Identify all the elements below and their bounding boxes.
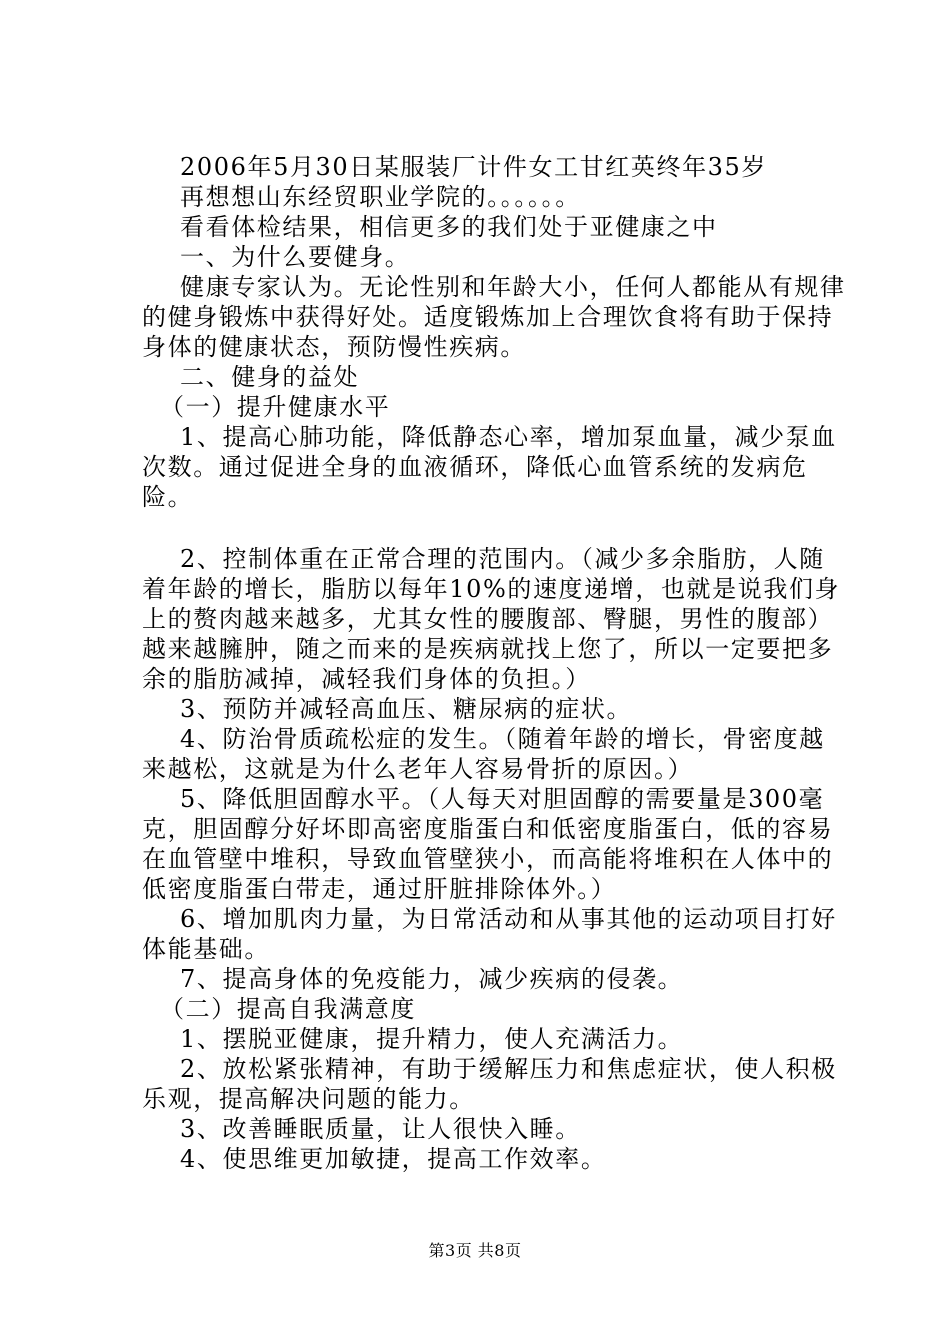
page-number-footer: 第3页 共8页 bbox=[428, 1241, 522, 1260]
list-item-thinking: 4、使思维更加敏捷，提高工作效率。 bbox=[180, 1145, 607, 1173]
subsection-heading-health-level: （一）提升健康水平 bbox=[160, 393, 391, 421]
section-heading-why-exercise: 一、为什么要健身。 bbox=[180, 243, 411, 271]
list-item-osteoporosis: 4、防治骨质疏松症的发生。（随着年龄的增长，骨密度越来越松，这就是为什么老年人容易骨折的原因。） bbox=[142, 725, 825, 783]
list-item-sleep: 3、改善睡眠质量，让人很快入睡。 bbox=[180, 1115, 581, 1143]
list-item-immunity: 7、提高身体的免疫能力，减少疾病的侵袭。 bbox=[180, 965, 684, 993]
list-item-cardio: 1、提高心肺功能，降低静态心率，增加泵血量，减少泵血次数。通过促进全身的血液循环，降低心血管系统的发病危险。 bbox=[142, 423, 837, 511]
list-item-stress: 2、放松紧张精神，有助于缓解压力和焦虑症状，使人积极乐观，提高解决问题的能力。 bbox=[142, 1055, 837, 1113]
list-item-weight: 2、控制体重在正常合理的范围内。（减少多余脂肪，人随着年龄的增长，脂肪以每年10%的速度递增，也就是说我们身上的赘肉越来越多，尤其女性的腰腹部、臀腿，男性的腹部）越来越臃肿，随之而来的是疾病就找上您了，所以一定要把多余的脂肪减掉，减轻我们身体的负担。） bbox=[142, 545, 841, 693]
paragraph-news-item: 2006年5月30日某服装厂计件女工甘红英终年35岁 bbox=[180, 153, 768, 181]
subsection-heading-satisfaction: （二）提高自我满意度 bbox=[160, 995, 416, 1023]
paragraph-expert-opinion: 健康专家认为。无论性别和年龄大小，任何人都能从有规律的健身锻炼中获得好处。适度锻炼加上合理饮食将有助于保持身体的健康状态，预防慢性疾病。 bbox=[142, 273, 846, 361]
paragraph-checkup: 看看体检结果，相信更多的我们处于亚健康之中 bbox=[180, 213, 718, 241]
list-item-energy: 1、摆脱亚健康，提升精力，使人充满活力。 bbox=[180, 1025, 684, 1053]
list-item-cholesterol: 5、降低胆固醇水平。（人每天对胆固醇的需要量是300毫克，胆固醇分好坏即高密度脂蛋白和低密度脂蛋白，低的容易在血管壁中堆积，导致血管壁狭小，而高能将堆积在人体中的低密度脂蛋白带走，通过肝脏排除体外。） bbox=[142, 785, 834, 903]
section-heading-benefits: 二、健身的益处 bbox=[180, 363, 360, 391]
list-item-muscle: 6、增加肌肉力量，为日常活动和从事其他的运动项目打好体能基础。 bbox=[142, 905, 837, 963]
list-item-blood-pressure: 3、预防并减轻高血压、糖尿病的症状。 bbox=[180, 695, 633, 723]
document-body bbox=[142, 152, 847, 1174]
blank-line bbox=[142, 512, 847, 544]
paragraph-reflection: 再想想山东经贸职业学院的。。。。。。 bbox=[180, 183, 581, 211]
